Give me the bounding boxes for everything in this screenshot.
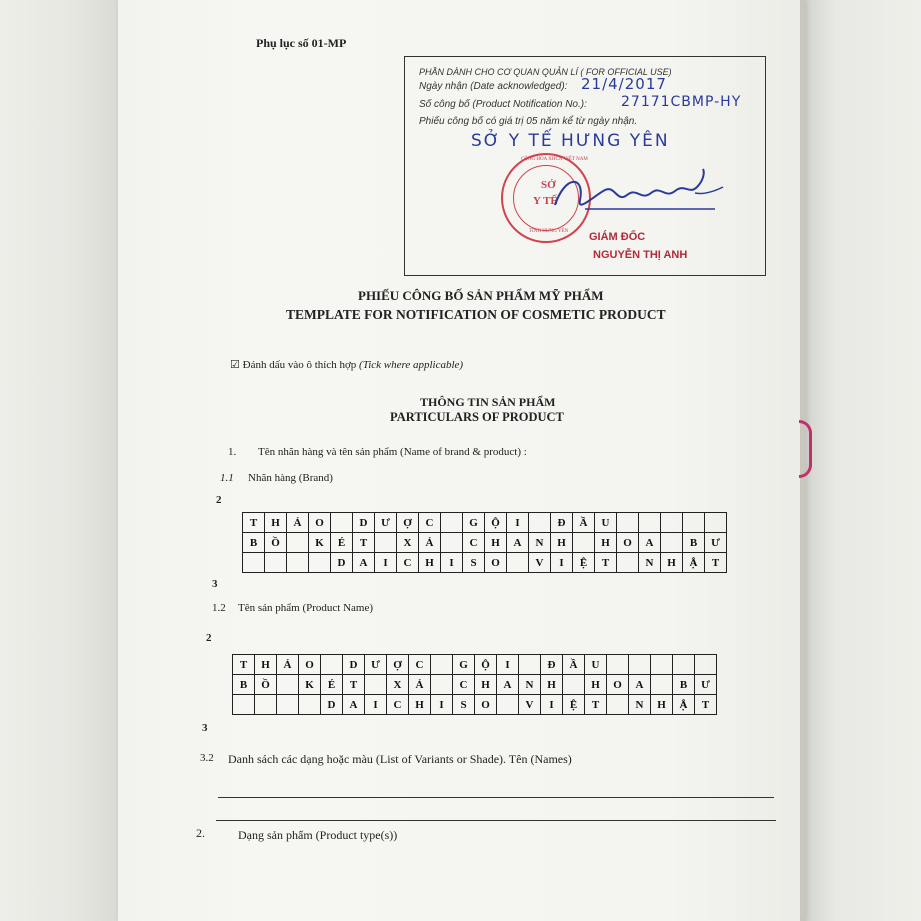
binder-clip-mark xyxy=(799,420,812,478)
grid-cell: H xyxy=(651,695,673,715)
grid-cell: B xyxy=(243,533,265,553)
grid-row xyxy=(243,533,727,553)
item-1-1-label: Nhãn hàng (Brand) xyxy=(248,472,333,484)
grid-cell xyxy=(431,675,453,695)
appendix-label: Phụ lục số 01-MP xyxy=(256,36,347,50)
grid-cell: C xyxy=(409,655,431,675)
grid-cell xyxy=(287,533,309,553)
grid-cell: D xyxy=(321,695,343,715)
grid-cell xyxy=(243,553,265,573)
grid-cell: Ầ xyxy=(563,655,585,675)
grid-cell: D xyxy=(343,655,365,675)
grid-cell xyxy=(573,533,595,553)
grid-cell: H xyxy=(419,553,441,573)
grid-cell xyxy=(607,695,629,715)
date-acknowledged-value: 21/4/2017 xyxy=(581,75,667,93)
grid-cell xyxy=(233,695,255,715)
grid-cell: É xyxy=(321,675,343,695)
grid-cell: N xyxy=(519,675,541,695)
grid-cell xyxy=(617,553,639,573)
grid-cell: O xyxy=(607,675,629,695)
grid-cell: T xyxy=(243,513,265,533)
tick-note-en: (Tick where applicable) xyxy=(359,359,464,371)
grid-cell xyxy=(331,513,353,533)
grid-cell: O xyxy=(475,695,497,715)
section-title-vi: THÔNG TIN SẢN PHẨM xyxy=(420,395,556,409)
grid-cell: T xyxy=(705,553,727,573)
product-name-grid xyxy=(232,654,717,715)
grid-cell: C xyxy=(453,675,475,695)
grid-cell xyxy=(277,695,299,715)
grid-cell xyxy=(705,513,727,533)
grid-cell: H xyxy=(541,675,563,695)
grid-cell: O xyxy=(617,533,639,553)
grid-cell: N xyxy=(629,695,651,715)
grid-cell: V xyxy=(529,553,551,573)
grid-cell: H xyxy=(475,675,497,695)
grid-cell: T xyxy=(585,695,607,715)
item-1-2-number: 1.2 xyxy=(212,602,226,614)
notification-number-value: 27171CBMP-HY xyxy=(621,94,742,110)
grid-cell xyxy=(563,675,585,695)
grid-cell xyxy=(661,513,683,533)
grid-cell xyxy=(629,655,651,675)
grid-row xyxy=(233,675,717,695)
grid-cell xyxy=(661,533,683,553)
grid-cell xyxy=(265,553,287,573)
grid-cell: É xyxy=(331,533,353,553)
grid-cell xyxy=(441,513,463,533)
grid-cell: C xyxy=(463,533,485,553)
grid-cell xyxy=(309,553,331,573)
grid-cell: I xyxy=(441,553,463,573)
grid-cell: O xyxy=(485,553,507,573)
tick-note-vi: Đánh dấu vào ô thích hợp xyxy=(242,359,357,371)
grid-cell xyxy=(607,655,629,675)
grid-cell: O xyxy=(309,513,331,533)
grid-cell: A xyxy=(507,533,529,553)
grid-cell: T xyxy=(233,655,255,675)
background-right xyxy=(800,0,921,921)
grid-cell: T xyxy=(343,675,365,695)
grid-cell: T xyxy=(353,533,375,553)
grid-cell: Ư xyxy=(375,513,397,533)
signer-title: GIÁM ĐỐC xyxy=(589,231,646,243)
grid-cell: X xyxy=(387,675,409,695)
grid-cell: Ợ xyxy=(387,655,409,675)
grid-cell xyxy=(287,553,309,573)
grid-cell: I xyxy=(365,695,387,715)
grid-cell: G xyxy=(453,655,475,675)
signer-name: NGUYỄN THỊ ANH xyxy=(593,249,688,261)
grid-cell: H xyxy=(255,655,277,675)
grid-cell: N xyxy=(529,533,551,553)
grid-cell xyxy=(497,695,519,715)
grid-cell: A xyxy=(639,533,661,553)
grid-cell: B xyxy=(673,675,695,695)
grid-cell: X xyxy=(397,533,419,553)
grid-cell: Ậ xyxy=(683,553,705,573)
grid-cell: Ư xyxy=(705,533,727,553)
grid-cell: S xyxy=(453,695,475,715)
grid-cell: Ư xyxy=(365,655,387,675)
stamp-rim-bottom: TỈNH HƯNG YÊN xyxy=(529,229,569,234)
item-3-2-label: Danh sách các dạng hoặc màu (List of Variants or Shade). Tên (Names) xyxy=(228,752,572,766)
names-line-1 xyxy=(218,797,774,798)
grid-cell: N xyxy=(639,553,661,573)
grid-row xyxy=(243,513,727,533)
grid-cell xyxy=(673,655,695,675)
grid-cell: H xyxy=(551,533,573,553)
grid-cell xyxy=(651,675,673,695)
grid-cell xyxy=(255,695,277,715)
grid-cell: Đ xyxy=(541,655,563,675)
tick-note xyxy=(230,358,463,371)
item-2-label: Dạng sản phẩm (Product type(s)) xyxy=(238,828,398,842)
row-number-2b: 2 xyxy=(206,632,212,644)
authority-handwritten: SỞ Y TẾ HƯNG YÊN xyxy=(471,131,670,151)
grid-cell: K xyxy=(309,533,331,553)
grid-cell: O xyxy=(299,655,321,675)
grid-cell: Ộ xyxy=(485,513,507,533)
grid-cell xyxy=(321,655,343,675)
grid-cell xyxy=(299,695,321,715)
grid-row xyxy=(233,655,717,675)
grid-cell: Đ xyxy=(551,513,573,533)
item-1-2-label: Tên sản phẩm (Product Name) xyxy=(238,602,374,614)
item-3-2-number: 3.2 xyxy=(200,752,214,764)
grid-cell: Ả xyxy=(287,513,309,533)
grid-cell: C xyxy=(387,695,409,715)
grid-cell: I xyxy=(497,655,519,675)
grid-cell: T xyxy=(695,695,717,715)
grid-cell: Ầ xyxy=(573,513,595,533)
grid-cell: T xyxy=(595,553,617,573)
grid-cell xyxy=(683,513,705,533)
grid-cell: I xyxy=(551,553,573,573)
grid-cell xyxy=(617,513,639,533)
official-use-header: PHẦN DÀNH CHO CƠ QUAN QUẢN LÍ ( FOR OFFICIAL USE) xyxy=(419,67,672,77)
grid-row xyxy=(233,695,717,715)
grid-cell: Ệ xyxy=(573,553,595,573)
grid-cell: C xyxy=(397,553,419,573)
brand-name-grid xyxy=(242,512,727,573)
grid-cell: I xyxy=(541,695,563,715)
grid-cell: A xyxy=(629,675,651,695)
grid-cell xyxy=(277,675,299,695)
notification-number-label: Số công bố (Product Notification No.): xyxy=(419,99,587,110)
grid-cell: S xyxy=(463,553,485,573)
grid-cell: B xyxy=(233,675,255,695)
grid-cell: Ả xyxy=(409,675,431,695)
grid-cell: H xyxy=(595,533,617,553)
grid-cell: I xyxy=(431,695,453,715)
grid-cell: Ả xyxy=(419,533,441,553)
grid-cell: Ư xyxy=(695,675,717,695)
grid-cell xyxy=(441,533,463,553)
grid-cell: U xyxy=(595,513,617,533)
grid-cell: Ệ xyxy=(563,695,585,715)
grid-cell: Ả xyxy=(277,655,299,675)
grid-cell: A xyxy=(343,695,365,715)
row-number-3b: 3 xyxy=(202,722,208,734)
grid-cell: H xyxy=(585,675,607,695)
grid-cell: Ồ xyxy=(255,675,277,695)
grid-cell xyxy=(365,675,387,695)
form-title-en: TEMPLATE FOR NOTIFICATION OF COSMETIC PRODUCT xyxy=(286,307,666,322)
grid-cell: Ợ xyxy=(397,513,419,533)
grid-cell: I xyxy=(507,513,529,533)
validity-text: Phiếu công bố có giá trị 05 năm kể từ ngày nhận. xyxy=(419,116,638,127)
row-number-2a: 2 xyxy=(216,494,222,506)
grid-cell xyxy=(519,655,541,675)
grid-cell: D xyxy=(353,513,375,533)
grid-cell: D xyxy=(331,553,353,573)
grid-cell: V xyxy=(519,695,541,715)
section-title-en: PARTICULARS OF PRODUCT xyxy=(390,410,564,424)
grid-row xyxy=(243,553,727,573)
grid-cell xyxy=(431,655,453,675)
form-title-vi: PHIẾU CÔNG BỐ SẢN PHẨM MỸ PHẨM xyxy=(358,288,604,303)
official-use-box xyxy=(404,56,766,276)
grid-cell: H xyxy=(265,513,287,533)
grid-cell xyxy=(529,513,551,533)
grid-cell: U xyxy=(585,655,607,675)
item-1-1-number: 1.1 xyxy=(220,472,234,484)
stamp-rim-top: CỘNG HÒA XHCN VIỆT NAM xyxy=(521,157,588,162)
item-1-label: Tên nhãn hàng và tên sản phẩm (Name of brand & product) : xyxy=(258,446,527,458)
checkbox-icon: ☑ xyxy=(230,359,240,371)
grid-cell: H xyxy=(661,553,683,573)
grid-cell: K xyxy=(299,675,321,695)
grid-cell: C xyxy=(419,513,441,533)
grid-cell xyxy=(375,533,397,553)
grid-cell: H xyxy=(485,533,507,553)
grid-cell xyxy=(639,513,661,533)
grid-cell xyxy=(695,655,717,675)
grid-cell: A xyxy=(353,553,375,573)
grid-cell: Ậ xyxy=(673,695,695,715)
row-number-3a: 3 xyxy=(212,578,218,590)
grid-cell: Ồ xyxy=(265,533,287,553)
stamp-text-1: SỞ xyxy=(541,179,556,191)
grid-cell xyxy=(651,655,673,675)
names-line-2 xyxy=(216,820,776,821)
stamp-text-2: Y TẾ xyxy=(533,195,558,207)
item-2-number: 2. xyxy=(196,826,205,840)
grid-cell: H xyxy=(409,695,431,715)
grid-cell: A xyxy=(497,675,519,695)
background-left xyxy=(0,0,120,921)
grid-cell: G xyxy=(463,513,485,533)
signature-drawing xyxy=(545,165,725,225)
grid-cell xyxy=(507,553,529,573)
grid-cell: B xyxy=(683,533,705,553)
date-acknowledged-label: Ngày nhận (Date acknowledged): xyxy=(419,81,568,92)
grid-cell: I xyxy=(375,553,397,573)
grid-cell: Ộ xyxy=(475,655,497,675)
item-1-number: 1. xyxy=(228,446,237,458)
